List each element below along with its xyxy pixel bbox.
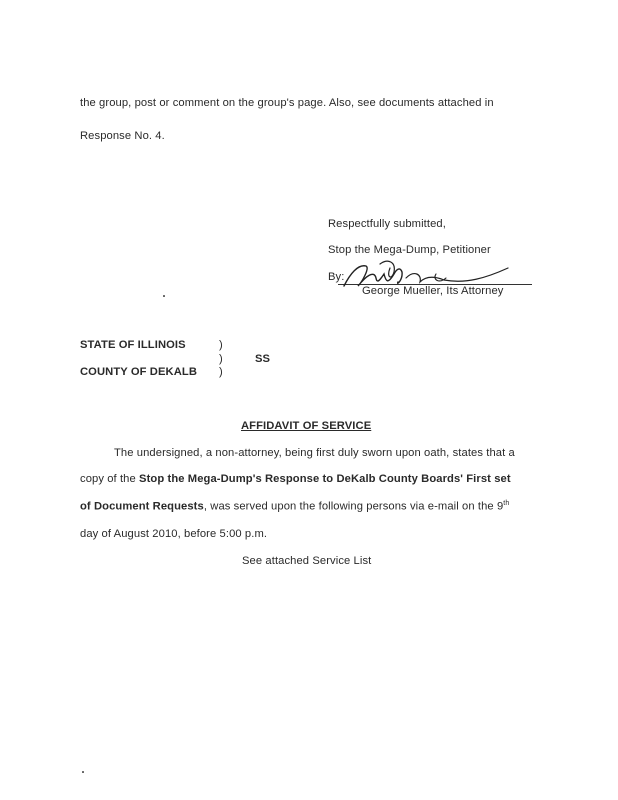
affidavit-title: AFFIDAVIT OF SERVICE: [241, 420, 372, 432]
venue-bracket: ): [219, 366, 223, 378]
venue-bracket: ): [219, 339, 223, 351]
body-text-line: Response No. 4.: [80, 130, 165, 142]
document-title: of Document Requests: [80, 500, 204, 513]
scan-speck: [82, 771, 84, 773]
venue-state: STATE OF ILLINOIS: [80, 339, 186, 351]
affidavit-text-line: copy of the Stop the Mega-Dump's Response to DeKalb County Boards' First set: [80, 473, 511, 485]
signer-name: George Mueller, Its Attorney: [362, 285, 504, 297]
body-text-line: the group, post or comment on the group's page. Also, see documents attached in: [80, 97, 494, 109]
venue-bracket: ): [219, 353, 223, 365]
by-label: By:: [328, 271, 345, 283]
petitioner-name: Stop the Mega-Dump, Petitioner: [328, 244, 491, 256]
scan-speck: [163, 295, 165, 297]
affidavit-text-line: day of August 2010, before 5:00 p.m.: [80, 528, 268, 540]
closing-text: Respectfully submitted,: [328, 218, 446, 230]
venue-county: COUNTY OF DEKALB: [80, 366, 197, 378]
affidavit-text-line: of Document Requests, was served upon the following persons via e-mail on the 9th: [80, 500, 510, 513]
affidavit-text-line: The undersigned, a non-attorney, being first duly sworn upon oath, states that a: [114, 447, 515, 459]
document-title: Stop the Mega-Dump's Response to DeKalb County Boards' First set: [139, 473, 511, 485]
service-list-note: See attached Service List: [242, 555, 372, 567]
venue-ss: SS: [255, 353, 271, 365]
